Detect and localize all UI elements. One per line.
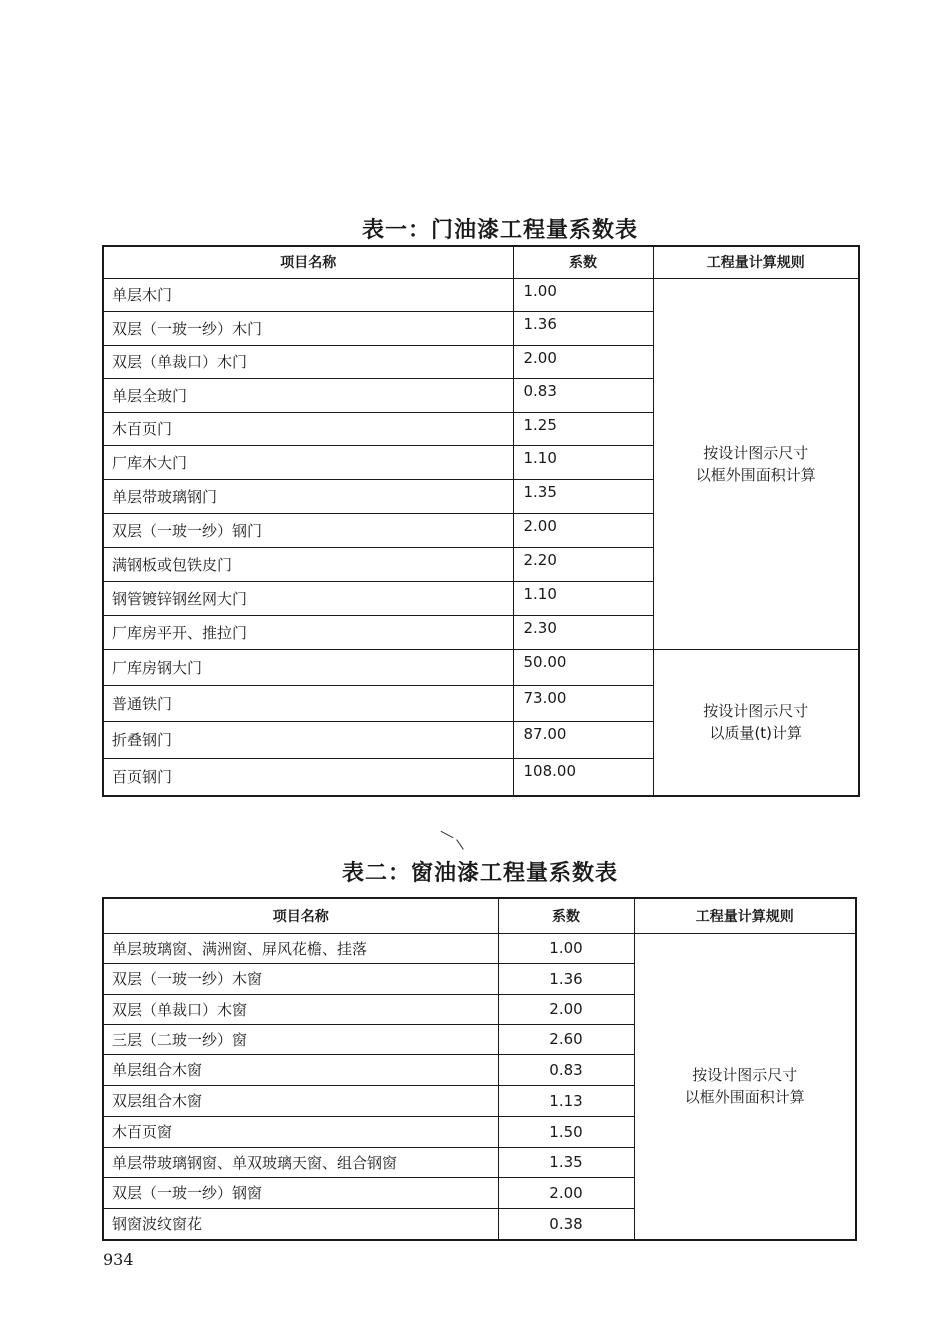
- item-name: 单层组合木窗: [103, 1054, 498, 1085]
- door-paint-coefficient-table: [102, 245, 860, 797]
- rule-line: 按设计图示尺寸: [703, 443, 809, 462]
- coefficient: 50.00: [513, 649, 653, 685]
- table-row: [103, 278, 859, 311]
- header-rule: 工程量计算规则: [653, 246, 859, 278]
- rule-line: 以框外围面积计算: [684, 1088, 805, 1107]
- coefficient: 2.30: [513, 615, 653, 649]
- coefficient: 2.00: [513, 345, 653, 378]
- item-name: 厂库木大门: [103, 445, 513, 479]
- table-header-row: [103, 246, 859, 278]
- item-name: 厂库房钢大门: [103, 649, 513, 685]
- item-name: 折叠钢门: [103, 721, 513, 758]
- item-name: 双层（一玻一纱）钢门: [103, 513, 513, 547]
- coefficient: 1.36: [498, 963, 634, 994]
- stray-mark: [441, 831, 454, 838]
- rule-line: 按设计图示尺寸: [692, 1066, 798, 1085]
- item-name: 厂库房平开、推拉门: [103, 615, 513, 649]
- item-name: 钢管镀锌钢丝网大门: [103, 581, 513, 615]
- coefficient: 87.00: [513, 721, 653, 758]
- coefficient: 0.83: [498, 1054, 634, 1085]
- item-name: 满钢板或包铁皮门: [103, 547, 513, 581]
- item-name: 双层（单裁口）木窗: [103, 994, 498, 1024]
- table-row: [103, 933, 856, 963]
- rule-line: 按设计图示尺寸: [703, 702, 809, 721]
- coefficient: 0.83: [513, 378, 653, 412]
- header-rule: 工程量计算规则: [634, 898, 856, 933]
- item-name: 单层带玻璃钢门: [103, 479, 513, 513]
- coefficient: 1.25: [513, 412, 653, 445]
- table1-title: 表一：门油漆工程量系数表: [361, 218, 638, 243]
- item-name: 双层（单裁口）木门: [103, 345, 513, 378]
- coefficient: 1.00: [513, 278, 653, 311]
- table-row: [103, 649, 859, 685]
- rule-line: 以框外围面积计算: [695, 465, 816, 484]
- item-name: 三层（二玻一纱）窗: [103, 1024, 498, 1054]
- page-number: 934: [103, 1250, 134, 1269]
- window-paint-coefficient-table: [102, 897, 857, 1241]
- item-name: 双层（一玻一纱）木窗: [103, 963, 498, 994]
- coefficient: 1.13: [498, 1085, 634, 1116]
- item-name: 百页钢门: [103, 758, 513, 796]
- stray-mark: [456, 839, 464, 849]
- coefficient: 2.00: [498, 994, 634, 1024]
- item-name: 单层带玻璃钢窗、单双玻璃天窗、组合钢窗: [103, 1147, 498, 1177]
- rule-weight-calculation: [653, 649, 859, 796]
- coefficient: 1.10: [513, 581, 653, 615]
- header-item-name: 项目名称: [103, 898, 498, 933]
- header-item-name: 项目名称: [103, 246, 513, 278]
- header-coefficient: 系数: [498, 898, 634, 933]
- item-name: 单层全玻门: [103, 378, 513, 412]
- item-name: 单层木门: [103, 278, 513, 311]
- item-name: 双层（一玻一纱）钢窗: [103, 1177, 498, 1208]
- coefficient: 73.00: [513, 685, 653, 721]
- coefficient: 1.10: [513, 445, 653, 479]
- coefficient: 1.50: [498, 1116, 634, 1147]
- header-coefficient: 系数: [513, 246, 653, 278]
- coefficient: 1.35: [498, 1147, 634, 1177]
- rule-area-calculation: [634, 933, 856, 1240]
- item-name: 木百页门: [103, 412, 513, 445]
- item-name: 双层（一玻一纱）木门: [103, 311, 513, 345]
- item-name: 木百页窗: [103, 1116, 498, 1147]
- coefficient: 0.38: [498, 1208, 634, 1240]
- item-name: 双层组合木窗: [103, 1085, 498, 1116]
- item-name: 单层玻璃窗、满洲窗、屏风花檐、挂落: [103, 933, 498, 963]
- coefficient: 1.00: [498, 933, 634, 963]
- coefficient: 2.60: [498, 1024, 634, 1054]
- item-name: 普通铁门: [103, 685, 513, 721]
- coefficient: 1.35: [513, 479, 653, 513]
- rule-area-calculation: [653, 278, 859, 649]
- table-header-row: [103, 898, 856, 933]
- coefficient: 2.20: [513, 547, 653, 581]
- coefficient: 108.00: [513, 758, 653, 796]
- rule-line: 以质量(t)计算: [709, 724, 803, 743]
- coefficient: 1.36: [513, 311, 653, 345]
- item-name: 钢窗波纹窗花: [103, 1208, 498, 1240]
- coefficient: 2.00: [513, 513, 653, 547]
- table2-title: 表二：窗油漆工程量系数表: [341, 861, 618, 886]
- coefficient: 2.00: [498, 1177, 634, 1208]
